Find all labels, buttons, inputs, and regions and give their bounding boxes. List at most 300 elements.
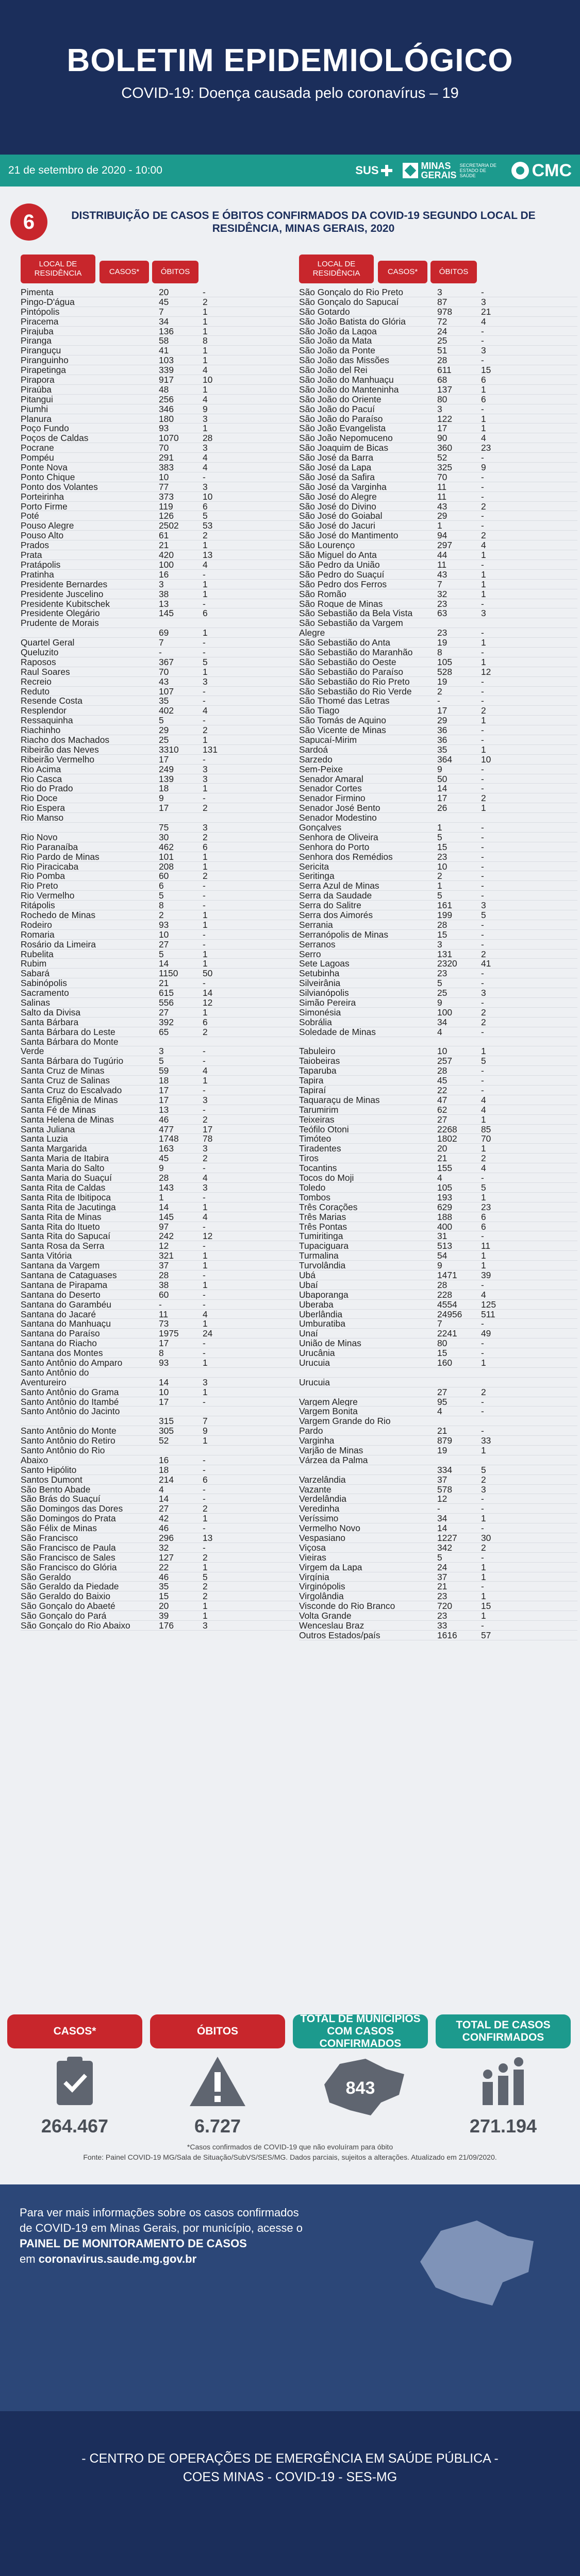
obitos-cell: -	[481, 1620, 484, 1631]
municipality-cell: Santa Rita de Jacutinga	[21, 1202, 116, 1212]
casos-cell: 556	[159, 997, 174, 1008]
municipality-cell: Rio Piracicaba	[21, 861, 79, 871]
municipality-cell: Santa Fé de Minas	[21, 1105, 96, 1114]
obitos-label: ÓBITOS	[150, 2014, 285, 2048]
table-row	[299, 1504, 577, 1514]
casos-cell: 21	[159, 540, 169, 551]
casos-cell: 4	[159, 1484, 164, 1495]
casos-cell: 10	[159, 471, 169, 482]
panel-link[interactable]: PAINEL DE MONITORAMENTO DE CASOS	[20, 2237, 247, 2250]
obitos-cell: 4	[203, 1173, 208, 1183]
municipality-cell: Taparuba	[299, 1066, 337, 1076]
municipality-cell: Senador Amaral	[299, 774, 363, 784]
table-row	[299, 716, 577, 725]
table-row	[299, 677, 577, 687]
casos-cell: 20	[437, 1143, 448, 1154]
table-row	[21, 706, 299, 716]
obitos-cell: 2	[481, 705, 486, 716]
obitos-cell: 33	[481, 1435, 491, 1446]
table-row	[299, 1485, 577, 1495]
obitos-cell: 1	[203, 326, 208, 336]
municipality-cell: São José do Alegre	[299, 492, 377, 501]
obitos-cell: 1	[481, 803, 486, 814]
table-row	[299, 317, 577, 327]
obitos-cell: 53	[203, 520, 213, 531]
municipality-cell: Presidente Olegário	[21, 608, 100, 618]
casos-cell: 214	[159, 1474, 174, 1485]
municipality-cell: Senador José Bento	[299, 803, 380, 813]
casos-cell: 43	[437, 569, 448, 580]
obitos-cell: -	[481, 326, 484, 336]
casos-cell: 10	[159, 929, 169, 940]
obitos-cell: -	[203, 1221, 206, 1232]
municipality-cell: Pimenta	[21, 287, 54, 297]
table-row	[21, 1446, 299, 1455]
page-subtitle: COVID-19: Doença causada pelo coronavírus – 19	[121, 85, 459, 101]
casos-cell: -	[437, 696, 440, 706]
obitos-cell: 3	[481, 900, 486, 911]
casos-cell: 29	[437, 715, 448, 726]
table-row	[21, 608, 299, 618]
obitos-cell: -	[481, 452, 484, 463]
cmc-logo	[511, 161, 572, 181]
casos-cell: 3	[437, 403, 442, 414]
obitos-cell	[203, 1368, 249, 1377]
table-row	[21, 1076, 299, 1086]
obitos-cell: -	[203, 1494, 206, 1504]
obitos-cell: 4	[481, 1289, 486, 1300]
obitos-cell: 5	[481, 1464, 486, 1475]
table-row	[21, 1485, 299, 1495]
obitos-cell: 2	[481, 530, 486, 541]
obitos-cell: 70	[481, 1133, 491, 1144]
table-row	[21, 404, 299, 414]
municipality-cell: São José do Mantimento	[299, 531, 399, 540]
casos-cell: 11	[437, 559, 447, 570]
table-row	[21, 1027, 299, 1037]
casos-cell: 14	[437, 783, 448, 794]
municipality-cell: Santa Bárbara	[21, 1017, 79, 1027]
obitos-cell: -	[481, 686, 484, 697]
table-row	[21, 891, 299, 901]
obitos-cell: 28	[203, 433, 213, 444]
casos-cell: 37	[437, 1571, 448, 1582]
casos-cell: 18	[159, 1464, 169, 1475]
url-link[interactable]: coronavirus.saude.mg.gov.br	[38, 2252, 197, 2265]
obitos-cell: 3	[481, 608, 486, 619]
obitos-cell: 23	[481, 1201, 491, 1212]
casos-cell: 23	[437, 1611, 448, 1621]
table-row	[299, 1193, 577, 1202]
obitos-cell	[481, 1368, 527, 1377]
municipality-cell	[299, 1465, 437, 1475]
table-row	[21, 531, 299, 540]
municipality-cell: Serra do Salitre	[299, 901, 361, 910]
table-row	[21, 502, 299, 512]
casos-cell: 21	[437, 1153, 448, 1164]
municipality-cell: São José do Jacuri	[299, 521, 375, 531]
obitos-cell: 6	[481, 1221, 486, 1232]
municipality-cell: Santana do Garambéu	[21, 1299, 111, 1309]
casos-cell: 155	[437, 1163, 453, 1174]
casos-cell: 52	[437, 452, 448, 463]
table-row	[21, 959, 299, 969]
casos-cell: 9	[437, 1260, 442, 1271]
obitos-cell: -	[481, 871, 484, 882]
municipality-cell: Tombos	[299, 1192, 330, 1202]
obitos-cell: -	[481, 1231, 484, 1242]
table-row	[21, 414, 299, 424]
casos-cell: 46	[159, 1571, 169, 1582]
table-row	[299, 862, 577, 872]
obitos-cell: 3	[203, 481, 208, 492]
casos-cell: 35	[159, 696, 169, 706]
table-row	[299, 1426, 577, 1436]
table-row	[21, 677, 299, 687]
casos-cell: 33	[437, 1620, 448, 1631]
mg-icon	[403, 163, 418, 178]
municipality-cell: Rio Pomba	[21, 871, 65, 881]
table-row	[21, 1348, 299, 1358]
table-row	[21, 482, 299, 492]
table-row	[21, 355, 299, 365]
table-row	[299, 1144, 577, 1154]
casos-cell: 1616	[437, 1630, 457, 1640]
casos-cell: 93	[159, 423, 169, 434]
municipality-cell: Ponte Nova	[21, 463, 68, 472]
casos-cell: -	[159, 647, 162, 657]
obitos-cell: 4	[203, 1211, 208, 1222]
municipality-cell: São Sebastião da Bela Vista	[299, 608, 413, 618]
table-row	[21, 1611, 299, 1621]
obitos-cell: 4	[481, 1163, 486, 1174]
table-row	[299, 823, 577, 833]
table-row	[299, 891, 577, 901]
obitos-cell: 1	[481, 384, 486, 395]
tables	[0, 247, 580, 1640]
table-row	[299, 1154, 577, 1163]
minas-map-icon	[405, 2210, 549, 2316]
municipality-cell: Serro	[299, 949, 321, 959]
casos-cell: 23	[437, 1591, 448, 1602]
municipality-cell: Tupaciguara	[299, 1241, 349, 1251]
obitos-cell: 15	[481, 365, 491, 376]
cmc-icon	[511, 162, 529, 179]
table-row	[299, 287, 577, 297]
obitos-cell: 1	[481, 656, 486, 667]
table-row	[21, 423, 299, 433]
obitos-cell: 511	[481, 1309, 495, 1319]
table-row	[299, 1591, 577, 1601]
table-row	[21, 1241, 299, 1251]
casos-cell: 63	[437, 608, 448, 619]
municipality-cell: Raul Soares	[21, 667, 70, 676]
table-row	[21, 365, 299, 375]
mg-line1: MINAS	[421, 161, 451, 171]
municipality-cell: Tocos do Moji	[299, 1173, 354, 1182]
table-row	[299, 1125, 577, 1134]
table-row	[21, 1397, 299, 1407]
page-title: BOLETIM EPIDEMIOLÓGICO	[67, 43, 513, 78]
municipality-cell: Serrania	[299, 920, 333, 929]
municipality-cell: Verdelândia	[299, 1494, 346, 1504]
casos-cell: 188	[437, 1211, 453, 1222]
left-table-body	[21, 287, 299, 1631]
casos-cell: 21	[159, 978, 169, 989]
obitos-cell: 1	[481, 1591, 486, 1602]
municipality-cell: São José da Safira	[299, 472, 375, 482]
obitos-cell: 1	[203, 1562, 208, 1572]
casos-cell: 477	[159, 1124, 174, 1134]
obitos-cell: -	[481, 1581, 484, 1592]
municipality-cell: Santana do Manhuaçu	[21, 1319, 111, 1329]
casos-cell: 48	[159, 384, 169, 395]
obitos-cell: -	[203, 754, 206, 765]
table-row	[21, 317, 299, 327]
obitos-cell: 2	[203, 1153, 208, 1164]
obitos-cell: -	[481, 841, 484, 852]
table-row	[21, 1591, 299, 1601]
casos-cell: 101	[159, 851, 174, 862]
municipality-cell: Abaixo	[21, 1455, 48, 1465]
obitos-cell: 1	[203, 1007, 208, 1018]
casos-cell: 23	[437, 628, 448, 638]
casos-cell: 119	[159, 501, 173, 512]
casos-cell: 29	[159, 725, 169, 736]
municipality-cell: São Sebastião da Vargem	[299, 618, 403, 628]
people-chart-icon	[436, 2048, 571, 2115]
minas-gerais-logo	[403, 161, 501, 180]
casos-cell: 1150	[159, 968, 178, 979]
casos-cell: 58	[159, 335, 169, 346]
obitos-cell: 3	[481, 296, 486, 307]
obitos-cell: 1	[203, 540, 208, 551]
casos-cell: 75	[159, 822, 169, 833]
table-row	[21, 793, 299, 803]
table-row	[21, 1514, 299, 1523]
casos-cell: 59	[159, 1065, 169, 1076]
summary-section	[0, 2014, 580, 2184]
municipality-cell: Urucuia	[299, 1377, 330, 1387]
table-row	[299, 1348, 577, 1358]
obitos-cell: -	[481, 1396, 484, 1407]
table-row	[299, 580, 577, 589]
table-row	[299, 881, 577, 891]
municipality-cell: Poté	[21, 511, 39, 521]
table-row	[299, 988, 577, 998]
table-row	[21, 580, 299, 589]
obitos-cell	[481, 813, 527, 822]
casos-cell	[159, 1446, 203, 1455]
municipality-cell: São João do Manteninha	[299, 384, 399, 394]
table-row	[299, 1631, 577, 1640]
casos-cell: 2	[159, 910, 164, 920]
header-local: LOCAL DE RESIDÊNCIA	[21, 255, 95, 283]
table-row	[299, 599, 577, 609]
municipality-cell: Vazante	[299, 1484, 332, 1494]
table-row	[299, 1037, 577, 1047]
table-row	[21, 1358, 299, 1368]
municipality-cell	[299, 1368, 437, 1377]
municipality-cell: Três Corações	[299, 1202, 358, 1212]
casos-cell: 137	[437, 384, 453, 395]
table-row	[299, 346, 577, 355]
table-row	[299, 1310, 577, 1319]
table-row	[299, 1261, 577, 1270]
municipality-cell: São Sebastião do Rio Verde	[299, 686, 412, 696]
table-row	[299, 1523, 577, 1533]
municipality-cell: Romaria	[21, 929, 55, 939]
casos-cell: 20	[159, 287, 169, 297]
casos-cell: 87	[437, 296, 448, 307]
municipality-cell: Turvolândia	[299, 1261, 346, 1270]
table-row	[299, 423, 577, 433]
obitos-cell: 2	[203, 530, 208, 541]
casos-cell: 17	[159, 1094, 169, 1105]
casos-cell: 70	[159, 666, 169, 677]
municipality-cell: Serra Azul de Minas	[299, 881, 379, 891]
obitos-cell: 1	[203, 355, 208, 366]
obitos-cell: -	[203, 929, 206, 940]
obitos-cell: -	[203, 1484, 206, 1495]
table-row	[299, 1455, 577, 1465]
casos-cell: 720	[437, 1601, 453, 1612]
obitos-cell: 8	[203, 335, 208, 346]
table-row	[21, 1319, 299, 1329]
casos-cell: 9	[437, 764, 442, 774]
table-row	[299, 1222, 577, 1232]
municipality-cell: Piranguinho	[21, 355, 69, 365]
casos-cell: 17	[437, 705, 448, 716]
municipality-cell: Recreio	[21, 676, 52, 686]
table-row	[299, 1290, 577, 1300]
obitos-cell: 1	[203, 1357, 208, 1368]
casos-cell: 29	[437, 511, 448, 521]
table-row	[299, 1212, 577, 1222]
casos-cell: 122	[437, 413, 453, 424]
casos-cell: 1	[437, 880, 442, 891]
table-row	[299, 784, 577, 793]
casos-cell: 373	[159, 491, 174, 502]
municipality-cell: Simão Pereira	[299, 998, 356, 1007]
casos-cell: 38	[159, 1279, 169, 1290]
table-row	[299, 930, 577, 940]
municipality-cell: Pocrane	[21, 443, 54, 453]
casos-cell: 22	[159, 1562, 169, 1572]
municipality-cell: Santo Antônio do Grama	[21, 1387, 119, 1397]
obitos-cell: -	[481, 1348, 484, 1359]
municipality-cell: Varjão de Minas	[299, 1445, 363, 1455]
casos-cell: 105	[437, 1182, 453, 1193]
table-row	[21, 823, 299, 833]
casos-cell: 11	[159, 1309, 169, 1319]
casos-cell: 1	[437, 822, 442, 833]
table-row	[21, 1086, 299, 1095]
casos-cell: 5	[437, 978, 442, 989]
casos-cell: 42	[159, 1513, 169, 1524]
casos-cell	[159, 813, 203, 822]
obitos-cell: 15	[481, 1601, 491, 1612]
casos-cell: 17	[159, 1338, 169, 1349]
municipality-cell: Wenceslau Braz	[299, 1621, 364, 1630]
casos-cell: 45	[159, 1153, 169, 1164]
obitos-cell: -	[481, 1338, 484, 1349]
obitos-cell: 6	[481, 375, 486, 385]
obitos-cell: -	[481, 1494, 484, 1504]
obitos-cell: -	[203, 890, 206, 901]
table-row	[21, 1066, 299, 1076]
casos-cell: 143	[159, 1182, 174, 1193]
table-row	[21, 716, 299, 725]
table-row	[299, 1611, 577, 1621]
obitos-cell: -	[203, 686, 206, 697]
casos-cell: 917	[159, 375, 174, 385]
casos-cell: 315	[159, 1416, 174, 1427]
obitos-cell: 2	[203, 1552, 208, 1563]
obitos-cell: 30	[481, 1533, 491, 1543]
table-row	[21, 336, 299, 346]
obitos-cell: 6	[203, 841, 208, 852]
obitos-cell: 1	[481, 1571, 486, 1582]
casos-cell	[159, 618, 203, 628]
casos-cell: 97	[159, 1221, 169, 1232]
casos-cell: 2268	[437, 1124, 457, 1134]
check-icon	[7, 2048, 142, 2115]
casos-cell: 879	[437, 1435, 453, 1446]
table-row	[21, 1475, 299, 1485]
municipality-cell: Ponto dos Volantes	[21, 482, 98, 492]
casos-cell: 5	[437, 832, 442, 842]
municipality-cell: Sarzedo	[299, 754, 333, 764]
obitos-cell: 3	[481, 988, 486, 998]
table-row	[299, 1465, 577, 1475]
obitos-cell: 4	[481, 1104, 486, 1115]
table-row	[299, 589, 577, 599]
municipality-cell: Tiros	[299, 1154, 319, 1163]
table-row	[299, 1553, 577, 1563]
obitos-cell: -	[203, 880, 206, 891]
municipality-cell: Senhora de Oliveira	[299, 832, 378, 842]
casos-cell: 5	[159, 948, 164, 959]
obitos-cell: -	[481, 1318, 484, 1329]
municipality-cell: Taquaraçu de Minas	[299, 1095, 380, 1105]
municipality-cell: Rochedo de Minas	[21, 910, 96, 920]
municipality-cell: São Geraldo	[21, 1572, 71, 1582]
municipality-cell: Santa Bárbara do Leste	[21, 1027, 115, 1037]
municipality-cell: Virgolândia	[299, 1591, 344, 1601]
municipality-cell: Santa Maria do Salto	[21, 1163, 105, 1173]
obitos-cell: -	[203, 1056, 206, 1066]
municipality-cell: São Sebastião do Maranhão	[299, 647, 413, 657]
table-row	[21, 910, 299, 920]
table-row	[21, 813, 299, 823]
table-row	[299, 1086, 577, 1095]
obitos-cell: 23	[481, 443, 491, 453]
casos-cell: 105	[437, 656, 453, 667]
table-row	[299, 1416, 577, 1426]
municipality-cell: São João Nepomuceno	[299, 433, 393, 443]
table-row	[299, 1134, 577, 1144]
casos-cell: 47	[437, 1094, 448, 1105]
municipality-cell: Varginha	[299, 1436, 335, 1445]
casos-cell: 11	[437, 481, 447, 492]
mg-line2: GERAIS	[421, 170, 457, 180]
table-row	[21, 346, 299, 355]
footer-line2: COES MINAS - COVID-19 - SES-MG	[183, 2470, 397, 2484]
casos-cell: 145	[159, 608, 174, 619]
casos-cell: 80	[437, 394, 448, 404]
municipality-cell: Pintópolis	[21, 307, 60, 316]
